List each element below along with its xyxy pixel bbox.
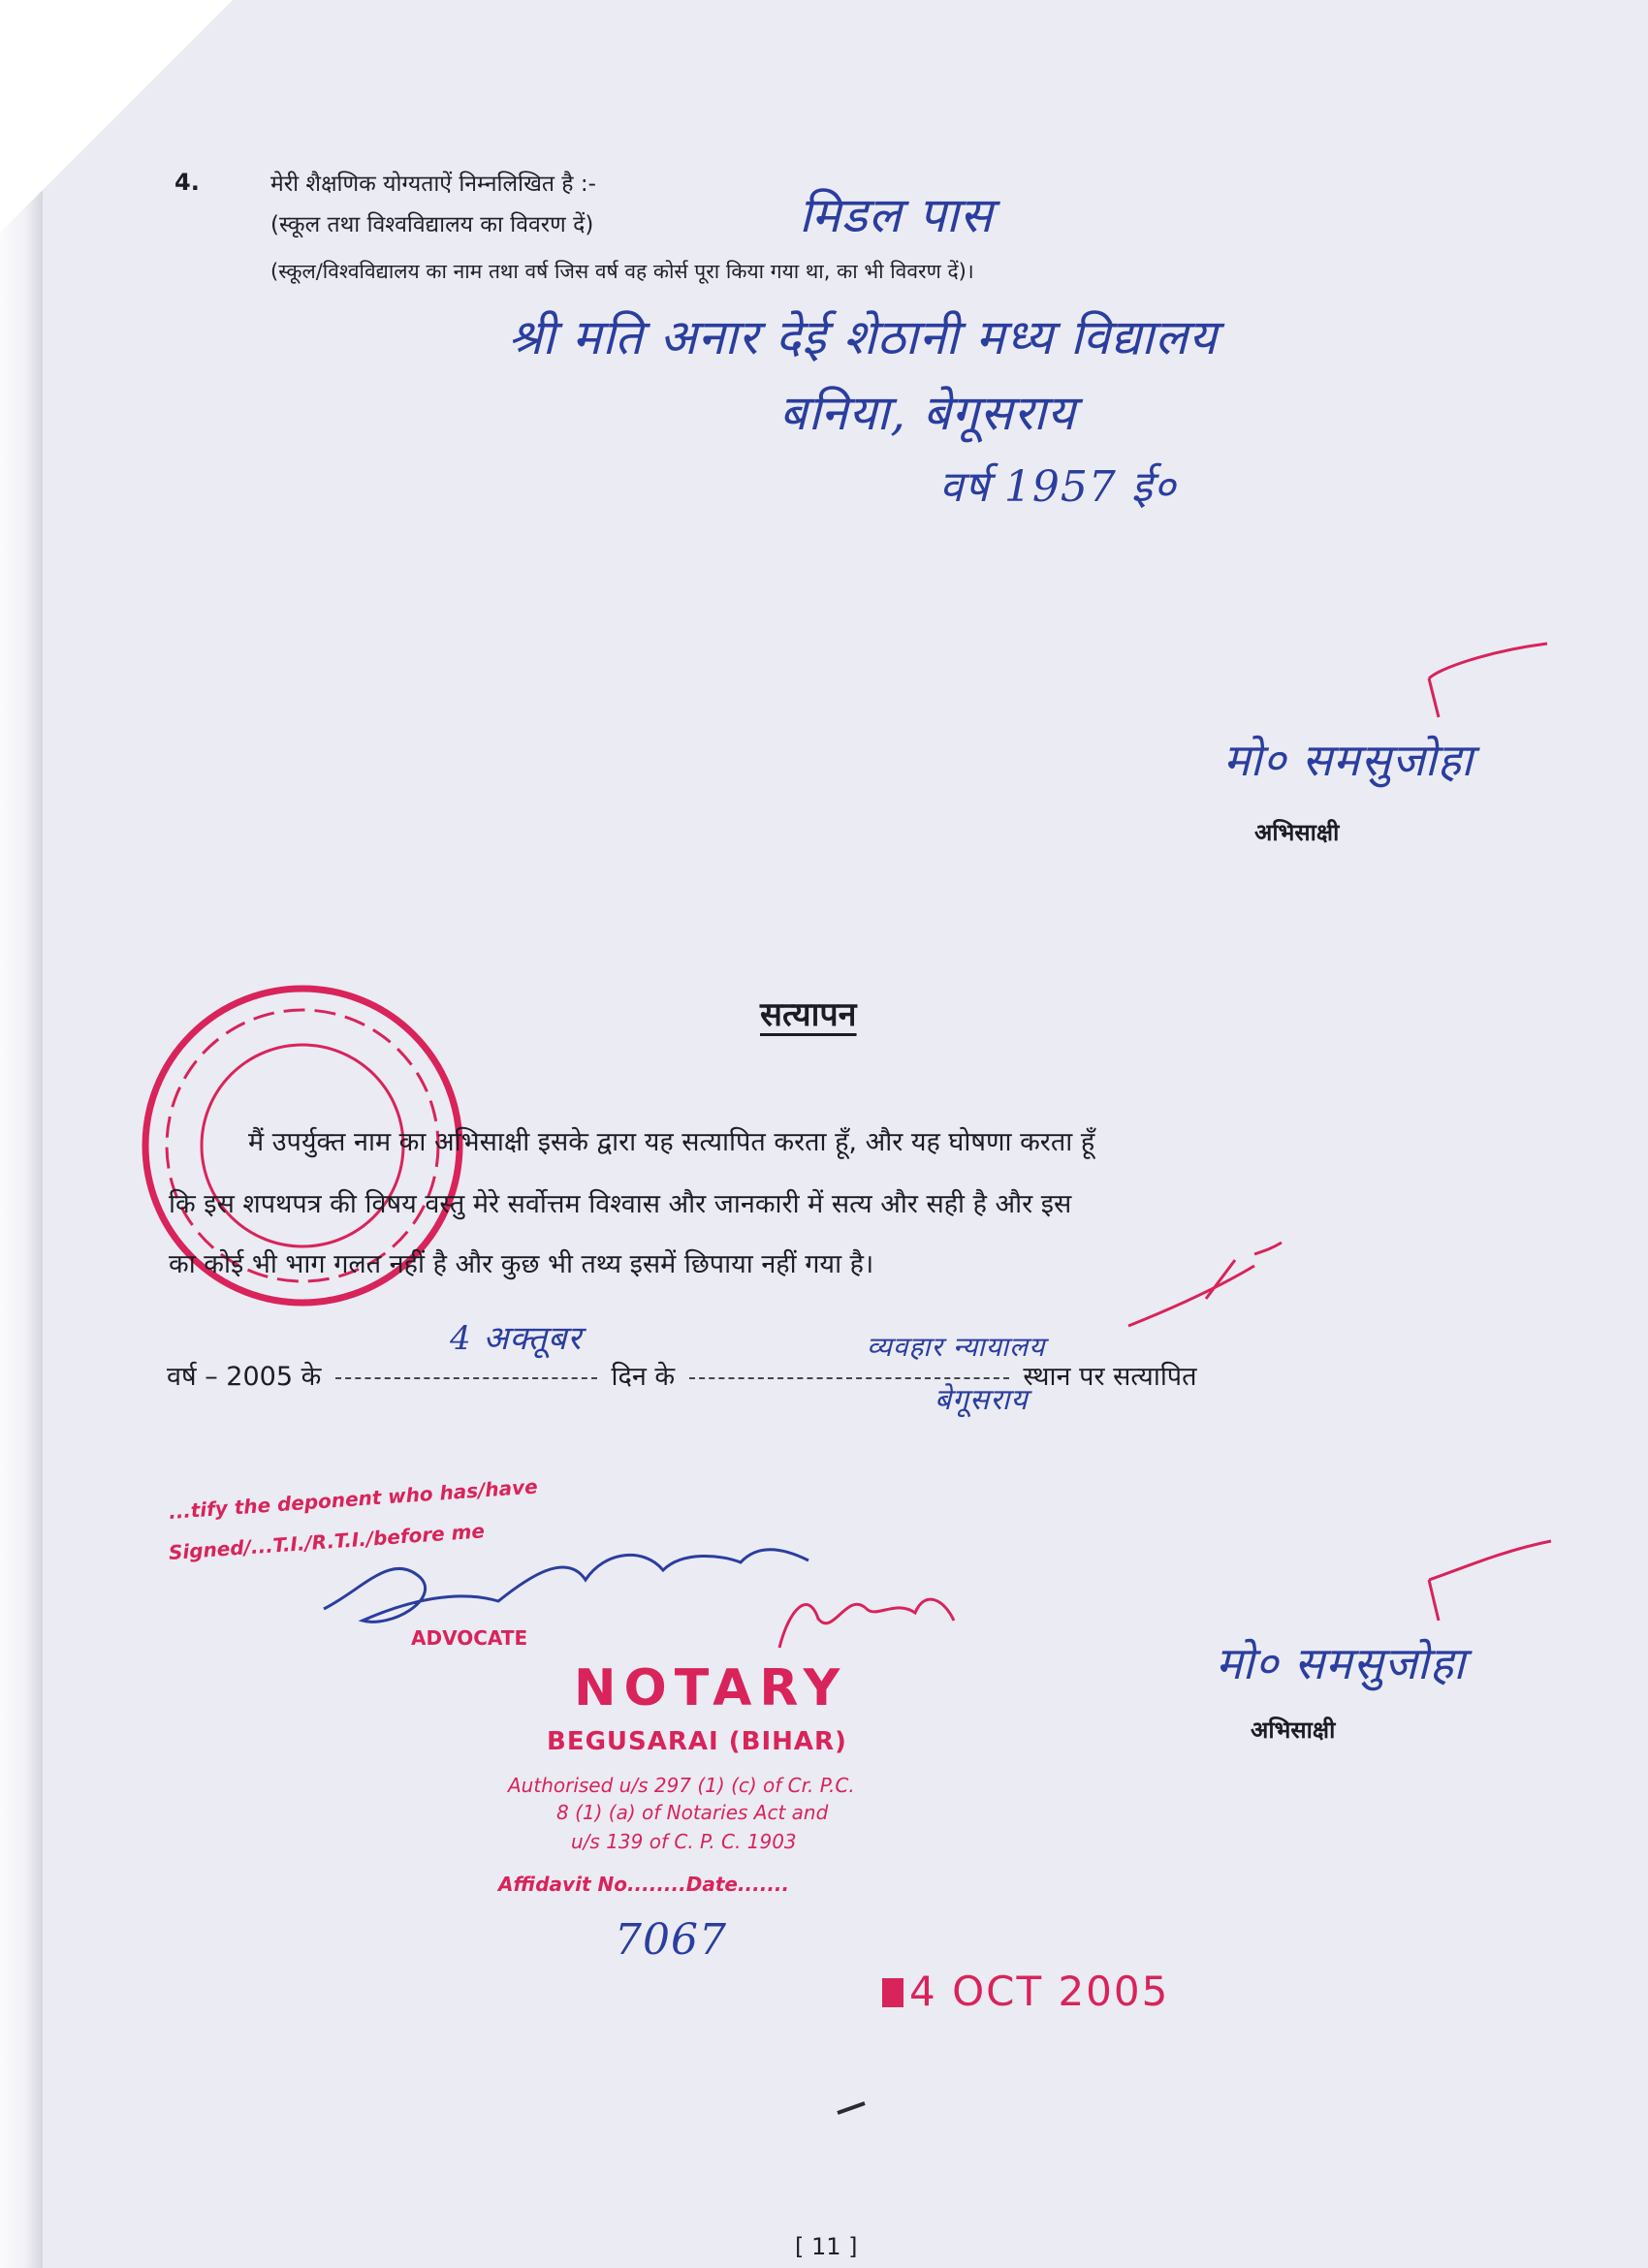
notary-certification: ...tify the deponent who has/have (168, 1474, 539, 1524)
folded-corner (0, 0, 233, 233)
notary-authority: Authorised u/s 297 (1) (c) of Cr. P.C. (508, 1774, 855, 1797)
notary-signature (779, 1599, 954, 1648)
year-label: वर्ष – 2005 के (167, 1362, 322, 1392)
verification-text: कि इस शपथपत्र की विषय वस्तु मेरे सर्वोत्तम विश्वास और जानकारी में सत्य और सही है और इस (169, 1189, 1072, 1219)
notary-authority: u/s 139 of C. P. C. 1903 (571, 1830, 797, 1853)
question-line: मेरी शैक्षणिक योग्यताऐं निम्नलिखित है :- (270, 172, 596, 197)
handwritten-place: बेगूसराय (935, 1383, 1029, 1417)
red-tick-1 (1429, 644, 1547, 678)
place-label: स्थान पर सत्यापित (1023, 1362, 1197, 1392)
verification-text: मैं उपर्युक्त नाम का अभिसाक्षी इसके द्वारा यह सत्यापित करता हूँ, और यह घोषणा करता हूँ (248, 1127, 1095, 1157)
notary-certification: Signed/...T.I./R.T.I./before me (168, 1519, 486, 1564)
handwritten-place: व्यवहार न्यायालय (867, 1331, 1046, 1363)
handwritten-date: 4 अक्तूबर (450, 1319, 583, 1358)
deponent-signature: मो० समसुजोहा (1216, 1637, 1467, 1689)
day-label: दिन के (611, 1362, 676, 1392)
document-page (43, 0, 1629, 2268)
handwritten-school-location: बनिया, बेगूसराय (779, 385, 1076, 441)
red-tick-1b (1429, 678, 1439, 717)
notary-place: BEGUSARAI (BIHAR) (547, 1727, 847, 1756)
red-tick-4 (1429, 1541, 1551, 1580)
red-tick-5 (1429, 1580, 1439, 1621)
question-instruction: (स्कूल तथा विश्वविद्यालय का विवरण दें) (270, 212, 594, 237)
handwritten-year: वर्ष 1957 ई० (939, 462, 1177, 512)
stamp-mark (882, 1978, 903, 2007)
deponent-label: अभिसाक्षी (1251, 1717, 1336, 1744)
question-instruction-detail: (स्कूल/विश्वविद्यालय का नाम तथा वर्ष जिस वर्ष वह कोर्स पूरा किया गया था, का भी विवरण दें)। (270, 260, 974, 283)
blank-line (335, 1377, 597, 1379)
deponent-label: अभिसाक्षी (1254, 819, 1340, 846)
handwritten-school-name: श्री मति अनार देई शेठानी मध्य विद्यालय (508, 309, 1219, 365)
date-stamp (882, 1968, 1169, 2015)
affidavit-fields: Affidavit No........Date....... (498, 1873, 790, 1896)
affidavit-number: 7067 (615, 1915, 727, 1965)
red-tick-2 (1128, 1266, 1254, 1326)
date-stamp-text: 4 OCT 2005 (909, 1968, 1170, 2015)
scan-edge (0, 0, 43, 2268)
pen-mark (838, 2103, 865, 2113)
handwritten-qualification: मिडल पास (799, 187, 994, 243)
notary-authority: 8 (1) (a) of Notaries Act and (556, 1801, 829, 1824)
page-number: [ 11 ] (795, 2233, 858, 2260)
red-tick-6 (1254, 1243, 1282, 1254)
verification-heading: सत्यापन (760, 995, 857, 1034)
deponent-signature: मो० समसुजोहा (1223, 734, 1474, 786)
advocate-signature (324, 1550, 808, 1622)
notary-title: NOTARY (574, 1659, 848, 1717)
verification-text: का कोई भी भाग गलत नहीं है और कुछ भी तथ्य इसमें छिपाया नहीं गया है। (169, 1249, 874, 1279)
advocate-label: ADVOCATE (411, 1626, 528, 1650)
item-number: 4. (174, 169, 200, 196)
